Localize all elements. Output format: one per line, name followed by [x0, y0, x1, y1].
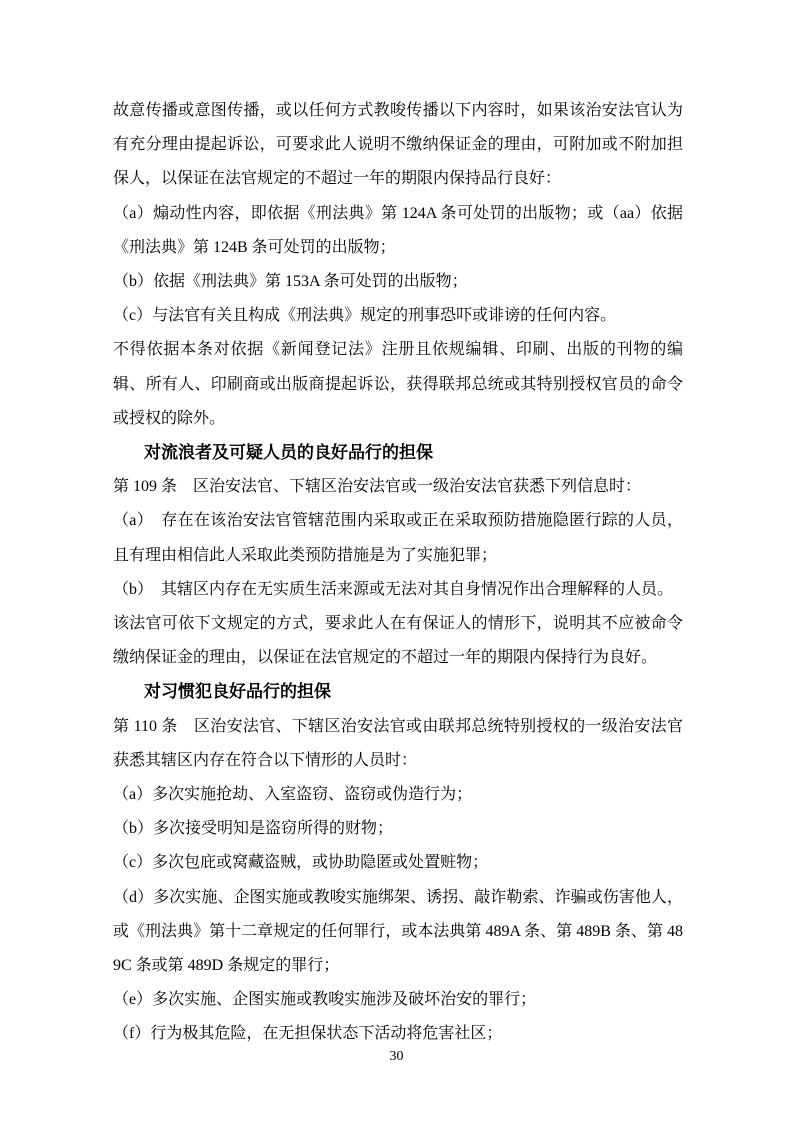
section-109-proviso: 该法官可依下文规定的方式，要求此人在有保证人的情形下，说明其不应被命令缴纳保证金的理由，以保证在法官规定的不超过一年的期限内保持行为良好。 — [113, 615, 683, 667]
section-110-clause-b: （b）多次接受明知是盗窃所得的财物； — [113, 820, 394, 838]
section-110-clause-f: （f）行为极其危险，在无担保状态下活动将危害社区； — [113, 1025, 503, 1043]
section-109-intro: 第 109 条 区治安法官、下辖区治安法官或一级治安法官获悉下列信息时： — [113, 478, 642, 496]
page-number: 30 — [389, 1049, 404, 1064]
heading-security-vagrants-suspected: 对流浪者及可疑人员的良好品行的担保 — [144, 443, 433, 463]
document-content — [113, 94, 683, 1052]
section-109-clause-b: （b） 其辖区内存在无实质生活来源或无法对其自身情况作出合理解释的人员。 — [113, 580, 674, 598]
section-110-intro: 第 110 条 区治安法官、下辖区治安法官或由联邦总统特别授权的一级治安法官获悉其辖区内存在符合以下情形的人员时： — [113, 717, 683, 769]
clause-b-punishable-153a: （b）依据《刑法典》第 153A 条可处罚的出版物； — [113, 273, 468, 291]
section-110-clause-c: （c）多次包庇或窝藏盗贼，或协助隐匿或处置赃物； — [113, 854, 489, 872]
section-110-clause-a: （a）多次实施抢劫、入室盗窃、盗窃或伪造行为； — [113, 786, 473, 804]
heading-security-habitual-offenders: 对习惯犯良好品行的担保 — [144, 682, 331, 702]
clause-a-seditious-matter: （a）煽动性内容，即依据《刑法典》第 124A 条可处罚的出版物；或（aa）依据《刑法典》第 124B 条可处罚的出版物； — [113, 204, 683, 256]
paragraph-press-registration-exception: 不得依据本条对依据《新闻登记法》注册且依规编辑、印刷、出版的刊物的编辑、所有人、印刷商或出版商提起诉讼，获得联邦总统或其特别授权官员的命令或授权的除外。 — [113, 341, 683, 427]
section-110-clause-d: （d）多次实施、企图实施或教唆实施绑架、诱拐、敲诈勒索、诈骗或伤害他人，或《刑法典》第十二章规定的任何罪行，或本法典第 489A 条、第 489B 条、第 489C 条或第 489D 条规定的罪行； — [113, 888, 683, 975]
section-109-clause-a: （a） 存在在该治安法官管辖范围内采取或正在采取预防措施隐匿行踪的人员，且有理由相信此人采取此类预防措施是为了实施犯罪； — [113, 512, 683, 564]
paragraph-bond-conditions-continuation: 故意传播或意图传播，或以任何方式教唆传播以下内容时，如果该治安法官认为有充分理由提起诉讼，可要求此人说明不缴纳保证金的理由，可附加或不附加担保人，以保证在法官规定的不超过一年的期限内保持品行良好： — [113, 102, 683, 188]
section-110-clause-e: （e）多次实施、企图实施或教唆实施涉及破坏治安的罪行； — [113, 991, 537, 1009]
clause-c-intimidation-defamation: （c）与法官有关且构成《刑法典》规定的刑事恐吓或诽谤的任何内容。 — [113, 307, 617, 325]
